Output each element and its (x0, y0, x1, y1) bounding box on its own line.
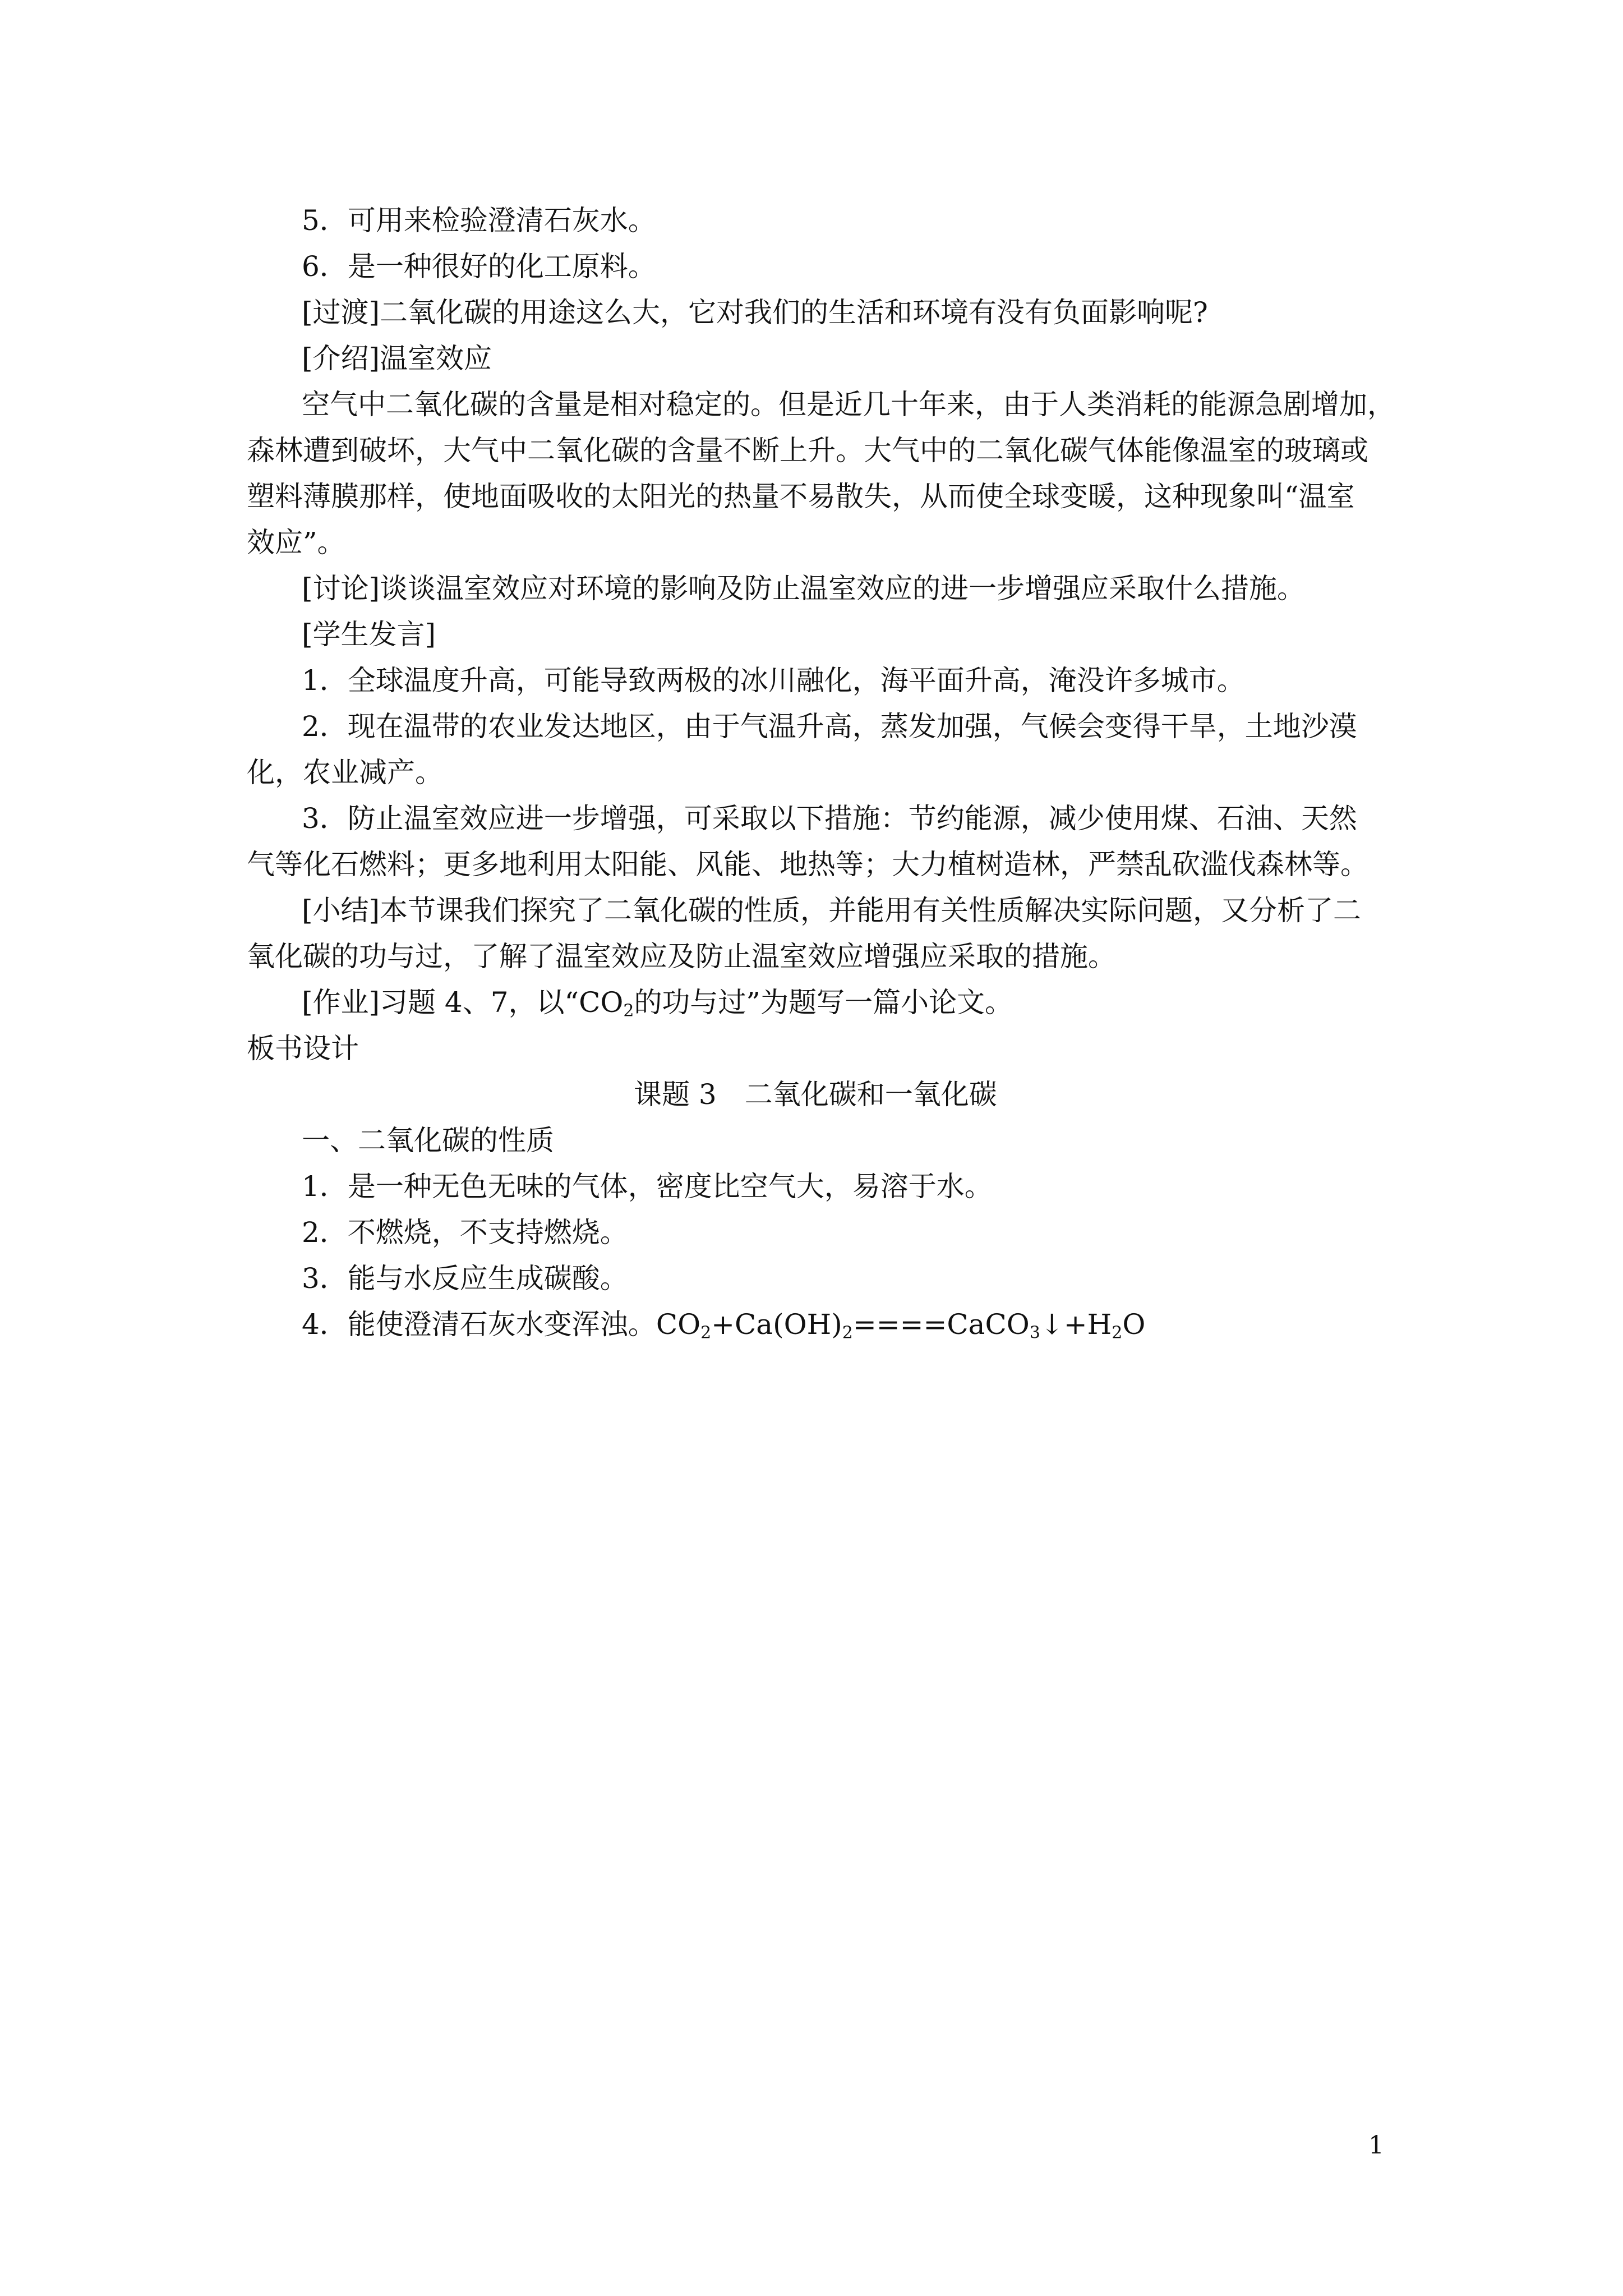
paragraph-line: 1．全球温度升高，可能导致两极的冰川融化，海平面升高，淹没许多城市。 (302, 664, 1245, 697)
paragraph-line: 氧化碳的功与过，了解了温室效应及防止温室效应增强应采取的措施。 (247, 940, 1116, 973)
paragraph-line: 效应”。 (247, 526, 345, 559)
subscript: 2 (623, 1001, 634, 1021)
homework-line (302, 983, 1013, 1022)
equation-prefix: 4．能使澄清石灰水变浑浊。 (302, 1308, 656, 1341)
page-number: 1 (1368, 2131, 1384, 2160)
board-title: 课题 3 二氧化碳和一氧化碳 (634, 1078, 997, 1111)
homework-text-pre: [作业]习题 4、7，以“CO (302, 986, 624, 1019)
board-line: 2．不燃烧，不支持燃烧。 (302, 1216, 628, 1249)
formula-part: O (1122, 1308, 1146, 1341)
equation-line (302, 1305, 1145, 1344)
paragraph-line: 塑料薄膜那样，使地面吸收的太阳光的热量不易散失，从而使全球变暖，这种现象叫“温室 (247, 480, 1355, 513)
homework-text-post: 的功与过”为题写一篇小论文。 (634, 986, 1013, 1019)
paragraph-line: [介绍]温室效应 (302, 342, 492, 375)
paragraph-line: [小结]本节课我们探究了二氧化碳的性质，并能用有关性质解决实际问题，又分析了二 (302, 894, 1362, 927)
paragraph-line: [学生发言] (302, 618, 436, 651)
board-line: 3．能与水反应生成碳酸。 (302, 1262, 628, 1295)
paragraph-line: 5．可用来检验澄清石灰水。 (302, 204, 656, 237)
paragraph-line: 森林遭到破坏，大气中二氧化碳的含量不断上升。大气中的二氧化碳气体能像温室的玻璃或 (247, 434, 1368, 467)
formula-part: +Ca(OH) (711, 1308, 842, 1341)
board-heading: 板书设计 (247, 1032, 359, 1065)
paragraph-line: [过渡]二氧化碳的用途这么大，它对我们的生活和环境有没有负面影响呢? (302, 296, 1208, 329)
subscript: 2 (842, 1323, 853, 1343)
paragraph-line: 空气中二氧化碳的含量是相对稳定的。但是近几十年来，由于人类消耗的能源急剧增加， (302, 388, 1395, 421)
paragraph-line: 6．是一种很好的化工原料。 (302, 250, 656, 283)
paragraph-line: 气等化石燃料；更多地利用太阳能、风能、地热等；大力植树造林，严禁乱砍滥伐森林等。 (247, 848, 1368, 881)
paragraph-line: 2．现在温带的农业发达地区，由于气温升高，蒸发加强，气候会变得干旱，土地沙漠 (302, 710, 1357, 743)
formula-part: ====CaCO (852, 1308, 1030, 1341)
board-line: 1．是一种无色无味的气体，密度比空气大，易溶于水。 (302, 1170, 993, 1203)
board-line: 一、二氧化碳的性质 (302, 1124, 554, 1157)
formula-part: ↓+H (1040, 1308, 1112, 1341)
subscript: 2 (1112, 1323, 1123, 1343)
subscript: 2 (700, 1323, 712, 1343)
subscript: 3 (1029, 1323, 1040, 1343)
formula-part: CO (656, 1308, 701, 1341)
paragraph-line: 3．防止温室效应进一步增强，可采取以下措施：节约能源，减少使用煤、石油、天然 (302, 802, 1357, 835)
paragraph-line: [讨论]谈谈温室效应对环境的影响及防止温室效应的进一步增强应采取什么措施。 (302, 572, 1306, 605)
paragraph-line: 化，农业减产。 (247, 756, 443, 789)
